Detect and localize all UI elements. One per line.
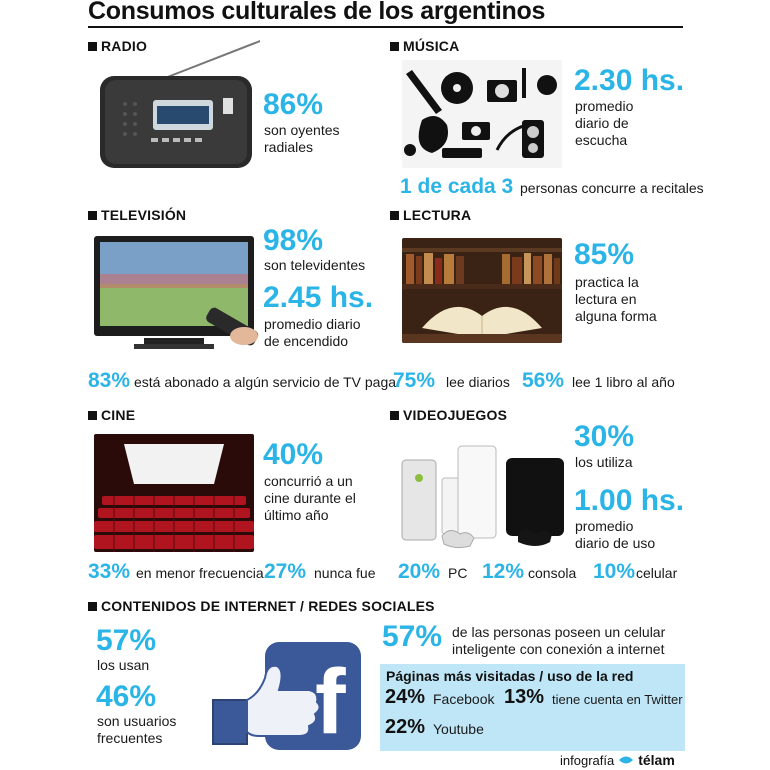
tv-header [88,207,186,223]
bullet-square [390,411,399,420]
cine-l1: concurrió a un [264,473,353,489]
lectura-libro-text: lee 1 libro al año [572,374,675,390]
telam-logo-icon [618,754,634,766]
twitter-pct: 13% [504,686,545,708]
internet-header [88,598,435,614]
musica-header-label: MÚSICA [403,38,460,54]
bullet-square [88,211,97,220]
radio-icon [95,34,260,174]
cine-header [88,407,135,423]
radio-line2: radiales [264,139,314,155]
facebook-like-illustration [205,638,365,756]
title-rule [88,26,683,28]
videojuegos-pc-pct: 20% [398,560,441,583]
internet-header-label: CONTENIDOS DE INTERNET / REDES SOCIALES [101,598,435,614]
tv-pct: 98% [263,224,324,257]
television-icon [94,232,264,357]
book-icon [402,238,562,343]
radio-line1: son oyentes [264,122,340,138]
tv-hours: 2.45 hs. [263,281,374,314]
cine-nunca-pct: 27% [264,560,307,583]
videojuegos-l2: diario de uso [575,535,656,551]
internet-usan-pct: 57% [96,624,157,657]
internet-cel-pct: 57% [382,620,443,653]
videojuegos-hours: 1.00 hs. [574,484,685,517]
cine-header-label: CINE [101,407,136,423]
bullet-square [390,42,399,51]
facebook-text: Facebook [433,691,495,707]
videojuegos-pct: 30% [574,420,635,453]
cine-pct: 40% [263,438,324,471]
internet-cel-l1: de las personas poseen un celular [452,624,666,640]
credit [560,752,675,768]
musica-ratio: 1 de cada 3 [400,175,514,198]
cinema-screen-icon [94,434,254,552]
books-illustration [402,238,562,343]
musica-ratio-text: personas concurre a recitales [520,180,704,196]
tv-l2: de encendido [264,333,349,349]
videojuegos-consola-pct: 12% [482,560,525,583]
bullet-square [390,211,399,220]
internet-frec-l2: frecuentes [97,730,163,746]
radio-pct: 86% [263,88,324,121]
radio-header-label: RADIO [101,38,148,54]
youtube-text: Youtube [433,721,484,737]
page-title: Consumos culturales de los argentinos [88,0,546,25]
cine-l2: cine durante el [264,490,356,506]
videojuegos-celular-text: celular [636,565,678,581]
musica-l2: diario de [575,115,629,131]
internet-usan-text: los usan [97,657,150,673]
lectura-header [390,207,471,223]
musica-l1: promedio [575,98,634,114]
lectura-header-label: LECTURA [403,207,472,223]
facebook-logo-letter: f [315,651,346,753]
internet-frec-l1: son usuarios [97,713,177,729]
tv-paga-pct: 83% [88,369,131,392]
credit-label: infografía [560,752,615,768]
tv-l1: promedio diario [264,316,361,332]
top-sites-title: Páginas más visitadas / uso de la red [386,668,634,684]
lectura-diarios-text: lee diarios [446,374,510,390]
lectura-l3: alguna forma [575,308,657,324]
lectura-libro-pct: 56% [522,369,565,392]
videojuegos-pc-text: PC [448,565,468,581]
videojuegos-celular-pct: 10% [593,560,636,583]
twitter-text: tiene cuenta en Twitter [552,692,683,707]
game-console-icon [398,438,570,550]
music-instruments-icon [402,60,562,168]
bullet-square [88,411,97,420]
tv-pct-text: son televidentes [264,257,366,273]
music-collage [402,60,562,168]
videojuegos-l1: promedio [575,518,634,534]
facebook-pct: 24% [385,686,426,708]
videojuegos-consola-text: consola [528,565,577,581]
tv-paga-text: está abonado a algún servicio de TV paga [134,374,397,390]
tv-header-label: TELEVISIÓN [101,207,187,223]
internet-frec-pct: 46% [96,680,157,713]
videojuegos-pct-text: los utiliza [575,454,633,470]
top-sites-box [380,664,685,751]
cine-menor-pct: 33% [88,560,131,583]
lectura-diarios-pct: 75% [393,369,436,392]
bullet-square [88,602,97,611]
cine-l3: último año [264,507,329,523]
musica-hours: 2.30 hs. [574,64,685,97]
videojuegos-header-label: VIDEOJUEGOS [403,407,508,423]
credit-brand: télam [638,752,675,768]
musica-l3: escucha [575,132,628,148]
lectura-l1: practica la [575,274,639,290]
musica-header [390,38,459,54]
cinema-illustration [94,434,254,552]
radio-illustration [95,34,260,174]
lectura-pct: 85% [574,238,635,271]
youtube-pct: 22% [385,716,426,738]
consoles-illustration [398,438,570,550]
cine-menor-text: en menor frecuencia [136,565,264,581]
internet-cel-l2: inteligente con conexión a internet [452,641,665,657]
lectura-l2: lectura en [575,291,637,307]
cine-nunca-text: nunca fue [314,565,376,581]
videojuegos-header [390,407,507,423]
tv-illustration [94,232,264,357]
